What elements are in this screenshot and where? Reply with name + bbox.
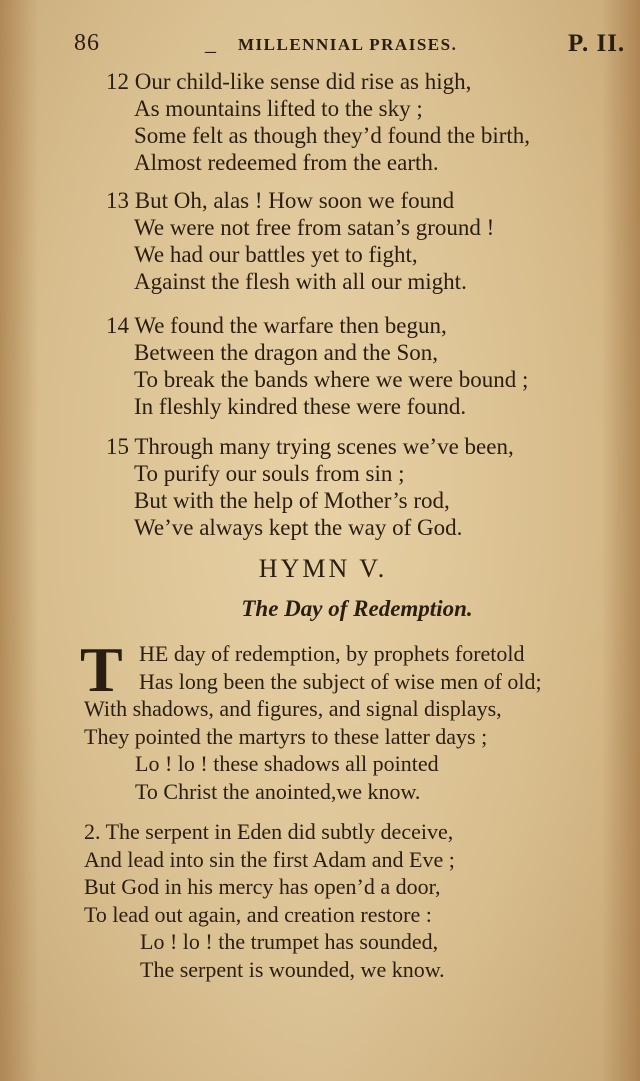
verse-line: They pointed the martyrs to these latter days ; bbox=[84, 723, 488, 749]
hymn-heading: HYMN V. bbox=[258, 554, 388, 583]
running-title: MILLENNIAL PRAISES. bbox=[238, 35, 458, 54]
verse-line: To break the bands where we were bound ; bbox=[134, 367, 529, 392]
verse-line: To purify our souls from sin ; bbox=[134, 461, 405, 486]
stanza-14 bbox=[0, 312, 640, 420]
verse-line: In fleshly kindred these were found. bbox=[134, 394, 467, 419]
verse-line: HE day of redemption, by prophets foretold bbox=[139, 641, 525, 666]
verse-line: 15 Through many trying scenes we’ve been, bbox=[106, 434, 514, 459]
hymn-stanza-1 bbox=[0, 634, 640, 806]
drop-cap: T bbox=[80, 634, 123, 705]
verse-line: Lo ! lo ! these shadows all pointed bbox=[135, 751, 439, 777]
verse-line: Against the flesh with all our might. bbox=[134, 269, 467, 294]
verse-line: The serpent is wounded, we know. bbox=[140, 956, 445, 982]
verse-line: 2. The serpent in Eden did subtly deceive, bbox=[84, 819, 454, 844]
header-dash: _ bbox=[205, 30, 216, 55]
verse-line: To Christ the anointed,we know. bbox=[135, 778, 421, 804]
verse-line: Some felt as though they’d found the birth, bbox=[134, 123, 531, 148]
verse-line: To lead out again, and creation restore : bbox=[84, 901, 432, 927]
stanza-12 bbox=[0, 68, 640, 176]
verse-line: Lo ! lo ! the trumpet has sounded, bbox=[140, 929, 439, 955]
verse-line: 14 We found the warfare then begun, bbox=[106, 313, 447, 338]
page-number: 86 bbox=[74, 30, 100, 56]
part-label: P. II. bbox=[568, 30, 626, 57]
verse-line: But God in his mercy has open’d a door, bbox=[84, 874, 441, 900]
verse-line: And lead into sin the first Adam and Eve ; bbox=[84, 846, 455, 872]
verse-line: As mountains lifted to the sky ; bbox=[134, 96, 423, 121]
verse-line: Between the dragon and the Son, bbox=[134, 340, 439, 365]
verse-line: 13 But Oh, alas ! How soon we found bbox=[106, 188, 455, 213]
stanza-13 bbox=[0, 187, 640, 295]
verse-line: We had our battles yet to fight, bbox=[134, 242, 418, 267]
hymn-subtitle: The Day of Redemption. bbox=[241, 596, 473, 621]
verse-line: We’ve always kept the way of God. bbox=[134, 515, 463, 540]
verse-line: But with the help of Mother’s rod, bbox=[134, 488, 450, 513]
verse-line: 12 Our child-like sense did rise as high, bbox=[106, 69, 472, 94]
page-header bbox=[0, 30, 640, 60]
verse-line: With shadows, and figures, and signal displays, bbox=[84, 696, 502, 722]
verse-line: Almost redeemed from the earth. bbox=[134, 150, 439, 175]
verse-line: We were not free from satan’s ground ! bbox=[134, 215, 495, 240]
stanza-15 bbox=[0, 433, 640, 541]
verse-line: Has long been the subject of wise men of old; bbox=[139, 668, 542, 694]
hymn-stanza-2 bbox=[0, 818, 640, 984]
